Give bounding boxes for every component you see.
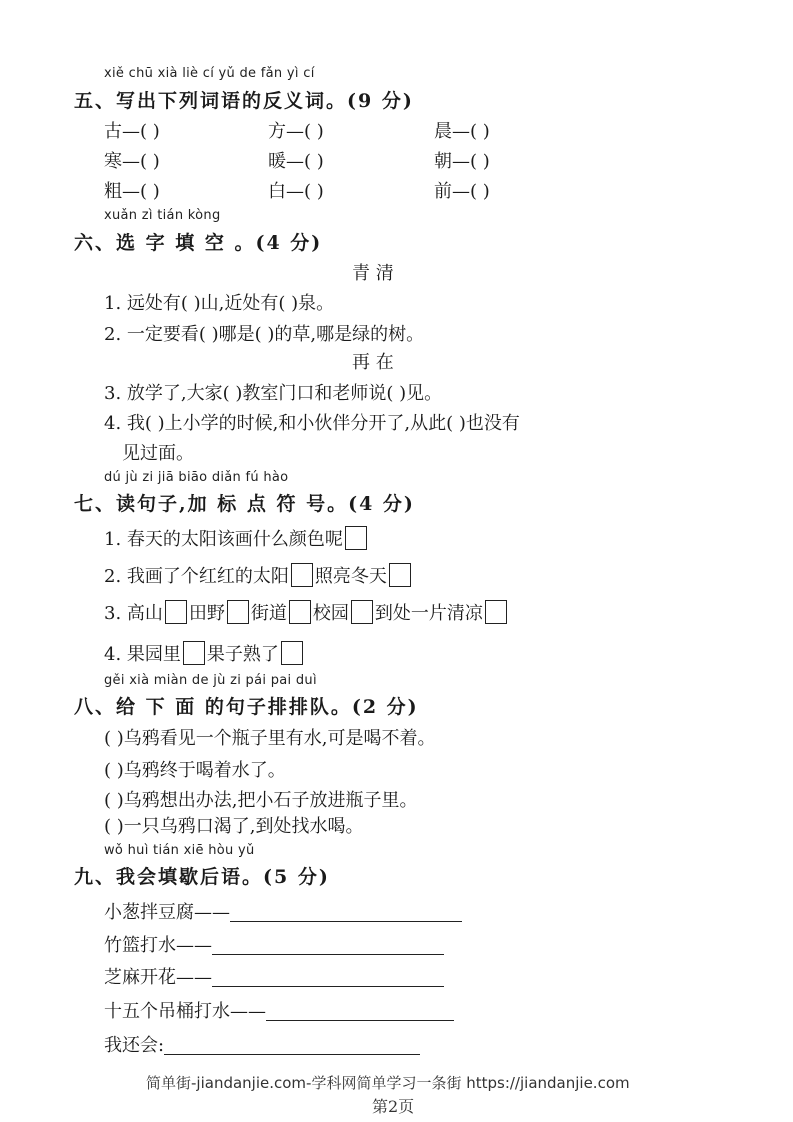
s6-pinyin: xuǎn zì tián kòng xyxy=(104,208,221,223)
s6-pair2: 再 在 xyxy=(352,352,394,373)
s5-title: 五、写出下列词语的反义词。(9 分) xyxy=(74,90,414,112)
s7-pinyin: dú jù zi jiā biāo diǎn fú hào xyxy=(104,470,289,485)
s8-item-4: ( )一只乌鸦口渴了,到处找水喝。 xyxy=(104,816,364,837)
s7-q1-text: 1. 春天的太阳该画什么颜色呢 xyxy=(104,529,343,550)
s9-item-4 xyxy=(104,997,454,1023)
s7-q2-text-2: 照亮冬天 xyxy=(314,566,387,587)
answer-blank[interactable] xyxy=(266,1000,454,1021)
punctuation-box[interactable] xyxy=(485,600,507,624)
punctuation-box[interactable] xyxy=(291,563,313,587)
s5-r3c2: 白—( ) xyxy=(268,181,324,202)
s7-q2-text-1: 2. 我画了个红红的太阳 xyxy=(104,566,289,587)
s8-item-3: ( )乌鸦想出办法,把小石子放进瓶子里。 xyxy=(104,790,418,811)
s7-q4-text-1: 4. 果园里 xyxy=(104,644,181,665)
punctuation-box[interactable] xyxy=(351,600,373,624)
punctuation-box[interactable] xyxy=(289,600,311,624)
s7-q3-text-3: 街道 xyxy=(250,603,287,624)
s5-r2c2: 暖—( ) xyxy=(268,151,324,172)
s5-pinyin: xiě chū xià liè cí yǔ de fǎn yì cí xyxy=(104,66,315,81)
s5-r1c1: 古—( ) xyxy=(104,121,160,142)
s7-q3 xyxy=(104,599,509,625)
s9-item-2-text: 竹篮打水—— xyxy=(104,935,212,956)
s6-title: 六、选 字 填 空 。(4 分) xyxy=(74,232,323,254)
s9-title: 九、我会填歇后语。(5 分) xyxy=(74,866,330,888)
s9-item-4-text: 十五个吊桶打水—— xyxy=(104,1001,266,1022)
punctuation-box[interactable] xyxy=(183,641,205,665)
punctuation-box[interactable] xyxy=(227,600,249,624)
watermark-text: 简单街-jiandanjie.com-学科网简单学习一条街 https://jiandanjie.com xyxy=(146,1074,630,1092)
page-number: 第2页 xyxy=(372,1097,415,1116)
s5-r1c3: 晨—( ) xyxy=(434,121,490,142)
s5-r2c3: 朝—( ) xyxy=(434,151,490,172)
s5-r3c1: 粗—( ) xyxy=(104,181,160,202)
s5-r1c2: 方—( ) xyxy=(268,121,324,142)
s6-pair1: 青 清 xyxy=(352,263,394,284)
s6-q4b: 见过面。 xyxy=(122,443,194,464)
s8-item-2: ( )乌鸦终于喝着水了。 xyxy=(104,760,286,781)
s6-q3: 3. 放学了,大家( )教室门口和老师说( )见。 xyxy=(104,383,443,404)
answer-blank[interactable] xyxy=(164,1034,420,1055)
s8-title: 八、给 下 面 的句子排排队。(2 分) xyxy=(74,696,419,718)
s6-q4a: 4. 我( )上小学的时候,和小伙伴分开了,从此( )也没有 xyxy=(104,413,520,434)
punctuation-box[interactable] xyxy=(389,563,411,587)
s7-q4-text-2: 果子熟了 xyxy=(206,644,279,665)
s9-item-1 xyxy=(104,898,462,924)
s9-item-3-text: 芝麻开花—— xyxy=(104,967,212,988)
punctuation-box[interactable] xyxy=(165,600,187,624)
s6-q1: 1. 远处有( )山,近处有( )泉。 xyxy=(104,293,335,314)
s7-q3-text-1: 3. 高山 xyxy=(104,603,163,624)
answer-blank[interactable] xyxy=(212,934,444,955)
s7-q2 xyxy=(104,562,413,588)
s7-q3-text-4: 校园 xyxy=(312,603,349,624)
s9-item-5-text: 我还会: xyxy=(104,1035,165,1056)
s7-q1 xyxy=(104,525,369,551)
punctuation-box[interactable] xyxy=(345,526,367,550)
s8-item-1: ( )乌鸦看见一个瓶子里有水,可是喝不着。 xyxy=(104,728,436,749)
s7-title: 七、读句子,加 标 点 符 号。(4 分) xyxy=(74,493,415,515)
s9-item-5 xyxy=(104,1031,420,1057)
s9-item-1-text: 小葱拌豆腐—— xyxy=(104,902,230,923)
punctuation-box[interactable] xyxy=(281,641,303,665)
s5-r3c3: 前—( ) xyxy=(434,181,490,202)
s9-pinyin: wǒ huì tián xiē hòu yǔ xyxy=(104,843,255,858)
s8-pinyin: gěi xià miàn de jù zi pái pai duì xyxy=(104,673,317,688)
s6-q2: 2. 一定要看( )哪是( )的草,哪是绿的树。 xyxy=(104,324,425,345)
answer-blank[interactable] xyxy=(212,966,444,987)
s5-r2c1: 寒—( ) xyxy=(104,151,160,172)
s7-q3-text-2: 田野 xyxy=(188,603,225,624)
s7-q4 xyxy=(104,640,305,666)
s9-item-3 xyxy=(104,963,444,989)
s9-item-2 xyxy=(104,931,444,957)
answer-blank[interactable] xyxy=(230,901,462,922)
s7-q3-text-5: 到处一片清凉 xyxy=(374,603,483,624)
